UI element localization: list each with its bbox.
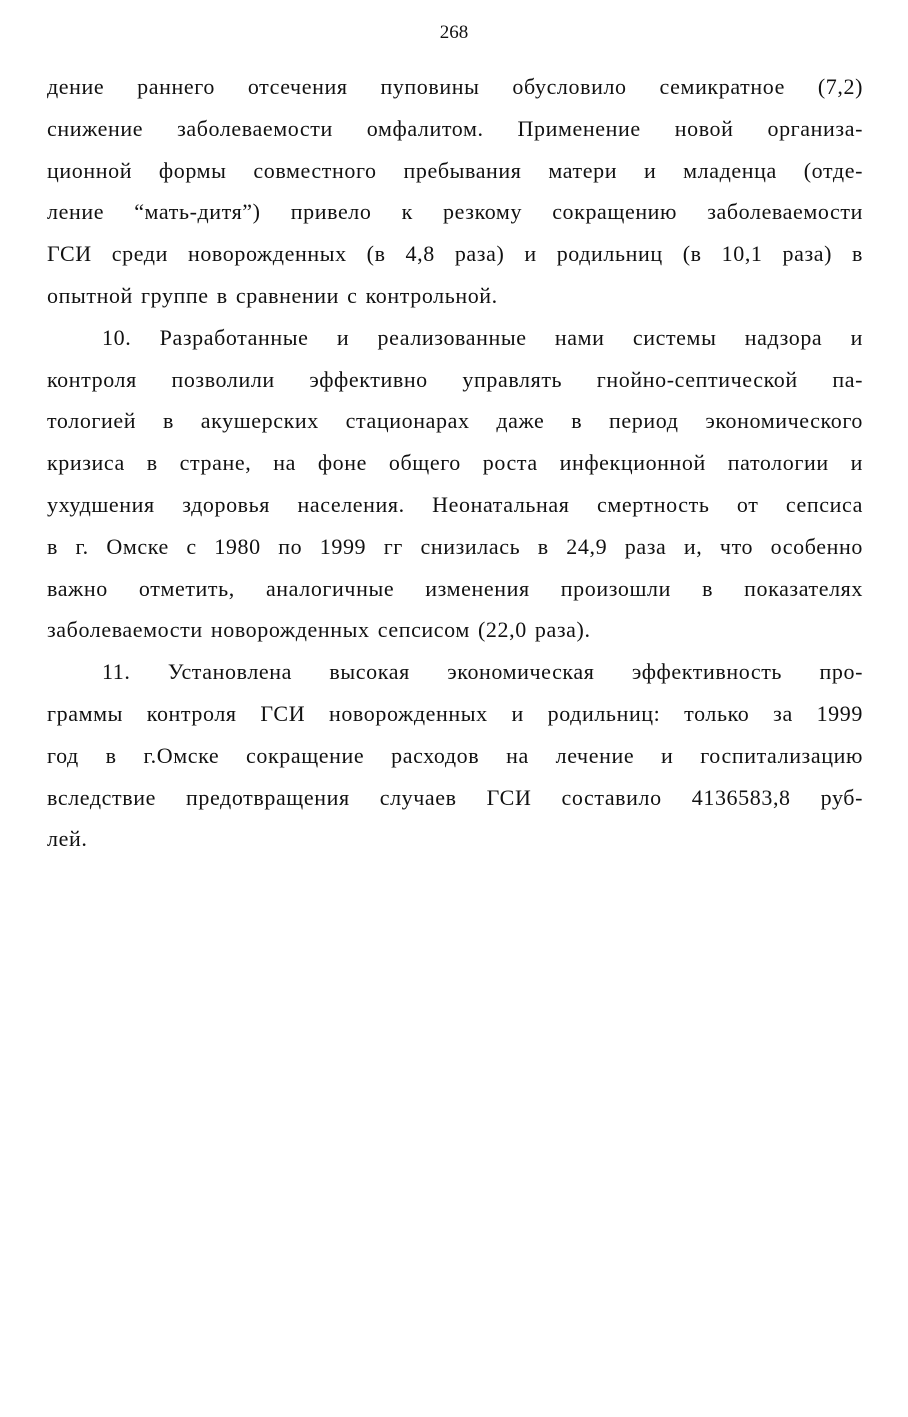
text-line: 11. Установлена высокая экономическая эффективность про- (102, 659, 863, 685)
text-line: снижение заболеваемости омфалитом. Применение новой организа- (47, 115, 863, 141)
text-line: в г. Омске с 1980 по 1999 гг снизилась в 24,9 раза и, что особенно (47, 533, 863, 559)
text-line: заболеваемости новорожденных сепсисом (22,0 раза). (47, 617, 591, 643)
document-body (47, 66, 863, 860)
text-line: тологией в акушерских стационарах даже в период экономического (47, 408, 863, 434)
text-line: лей. (47, 826, 88, 852)
text-line: важно отметить, аналогичные изменения произошли в показателях (47, 575, 863, 601)
text-line: ГСИ среди новорожденных (в 4,8 раза) и родильниц (в 10,1 раза) в (47, 241, 863, 267)
text-line: кризиса в стране, на фоне общего роста инфекционной патологии и (47, 450, 863, 476)
paragraph-item-10 (47, 317, 863, 651)
text-line: дение раннего отсечения пуповины обусловило семикратное (7,2) (47, 74, 863, 99)
text-line: ухудшения здоровья населения. Неонатальная смертность от сепсиса (47, 491, 863, 517)
text-line: ционной формы совместного пребывания матери и младенца (отде- (47, 157, 863, 183)
text-line: вследствие предотвращения случаев ГСИ составило 4136583,8 руб- (47, 784, 863, 810)
text-line: ление “мать-дитя”) привело к резкому сокращению заболеваемости (47, 199, 863, 225)
text-line: граммы контроля ГСИ новорожденных и родильниц: только за 1999 (47, 700, 863, 726)
page-number: 268 (439, 22, 469, 43)
text-line: год в г.Омске сокращение расходов на лечение и госпитализацию (47, 742, 863, 768)
text-line: опытной группе в сравнении с контрольной. (47, 282, 498, 308)
text-line: 10. Разработанные и реализованные нами системы надзора и (102, 324, 863, 350)
paragraph-continuation (47, 66, 863, 317)
text-line: контроля позволили эффективно управлять гнойно-септической па- (47, 366, 863, 392)
paragraph-item-11 (47, 651, 863, 860)
